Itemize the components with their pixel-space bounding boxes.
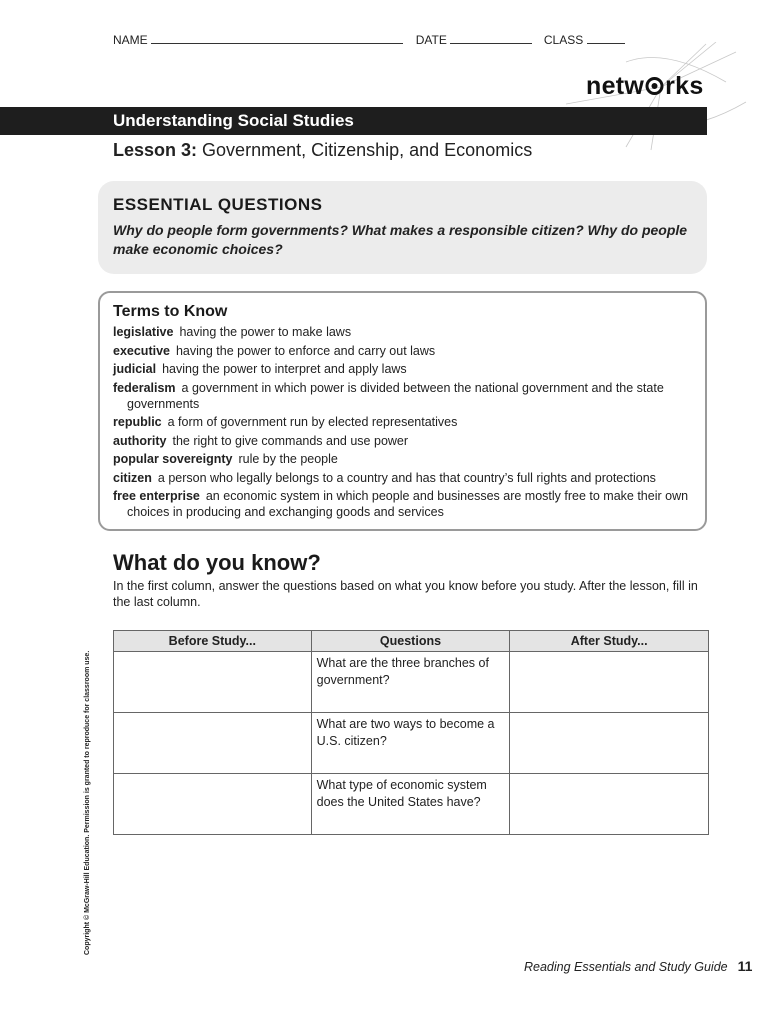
student-info-line xyxy=(113,33,625,47)
date-field[interactable] xyxy=(450,33,532,44)
term-item xyxy=(113,380,698,412)
term-item xyxy=(113,433,698,449)
term-item xyxy=(113,324,698,340)
term-word: free enterprise xyxy=(113,489,200,503)
term-word: federalism xyxy=(113,380,176,395)
logo-text-start: netw xyxy=(586,72,645,100)
title-bar xyxy=(0,107,707,135)
networks-logo xyxy=(586,72,704,101)
term-item xyxy=(113,488,698,520)
terms-to-know-title: Terms to Know xyxy=(113,303,228,320)
term-definition: the right to give commands and use power xyxy=(172,433,409,448)
table-header-row xyxy=(114,631,709,652)
page-footer xyxy=(524,958,752,974)
terms-list xyxy=(113,324,698,523)
term-definition: a form of government run by elected representatives xyxy=(167,415,458,429)
term-item xyxy=(113,414,698,430)
lesson-label: Lesson 3: xyxy=(113,140,198,160)
term-word: executive xyxy=(113,343,170,358)
term-word: citizen xyxy=(113,470,152,485)
before-study-cell[interactable] xyxy=(114,774,312,835)
term-item xyxy=(113,470,698,486)
before-study-cell[interactable] xyxy=(114,652,312,713)
copyright-notice xyxy=(72,620,91,955)
essential-questions-title: ESSENTIAL QUESTIONS xyxy=(113,195,323,214)
term-definition: having the power to make laws xyxy=(179,325,352,339)
question-cell: What are the three branches of government? xyxy=(311,652,510,713)
column-header-questions: Questions xyxy=(311,631,510,652)
copyright-text: Copyright © McGraw-Hill Education. Permission is granted to reproduce for classroom use. xyxy=(84,650,91,955)
term-definition: having the power to enforce and carry out laws xyxy=(175,343,436,358)
term-word: judicial xyxy=(113,362,157,376)
date-label: DATE xyxy=(415,33,447,47)
question-cell: What are two ways to become a U.S. citizen? xyxy=(311,713,510,774)
name-label: NAME xyxy=(113,33,148,47)
name-field[interactable] xyxy=(151,33,403,44)
after-study-cell[interactable] xyxy=(510,652,709,713)
term-item xyxy=(113,361,698,377)
table-row xyxy=(114,713,709,774)
term-definition: a person who legally belongs to a country and has that country’s full rights and protections xyxy=(157,470,656,485)
what-do-you-know-title: What do you know? xyxy=(113,550,321,575)
before-study-cell[interactable] xyxy=(114,713,312,774)
table-row xyxy=(114,774,709,835)
course-title: Understanding Social Studies xyxy=(113,111,354,130)
term-definition: having the power to interpret and apply laws xyxy=(162,362,407,376)
guide-title: Reading Essentials and Study Guide xyxy=(524,960,728,974)
term-item xyxy=(113,343,698,359)
column-header-before: Before Study... xyxy=(114,631,312,652)
what-do-you-know-instructions: In the first column, answer the questions based on what you know before you study. After the lesson, fill in the last column. xyxy=(113,579,698,609)
table-row xyxy=(114,652,709,713)
class-label: CLASS xyxy=(543,33,584,47)
page-number: 11 xyxy=(737,958,753,974)
column-header-after: After Study... xyxy=(510,631,709,652)
term-item xyxy=(113,451,698,467)
question-cell: What type of economic system does the United States have? xyxy=(311,774,510,835)
term-definition: rule by the people xyxy=(238,452,338,466)
term-definition: a government in which power is divided between the national government and the state governments xyxy=(127,380,664,411)
essential-questions-text: Why do people form governments? What makes a responsible citizen? Why do people make economic choices? xyxy=(113,222,688,257)
term-word: popular sovereignty xyxy=(113,452,233,466)
know-chart-table xyxy=(113,630,709,835)
term-definition: an economic system in which people and businesses are mostly free to make their own choices in producing and exchanging goods and services xyxy=(127,489,689,519)
logo-text-end: rks xyxy=(665,72,704,100)
term-word: authority xyxy=(113,433,167,448)
after-study-cell[interactable] xyxy=(510,774,709,835)
term-word: legislative xyxy=(113,325,174,339)
logo-o-icon xyxy=(644,76,665,96)
lesson-heading xyxy=(113,140,532,161)
term-word: republic xyxy=(113,415,162,429)
lesson-title: Government, Citizenship, and Economics xyxy=(202,140,533,160)
after-study-cell[interactable] xyxy=(510,713,709,774)
